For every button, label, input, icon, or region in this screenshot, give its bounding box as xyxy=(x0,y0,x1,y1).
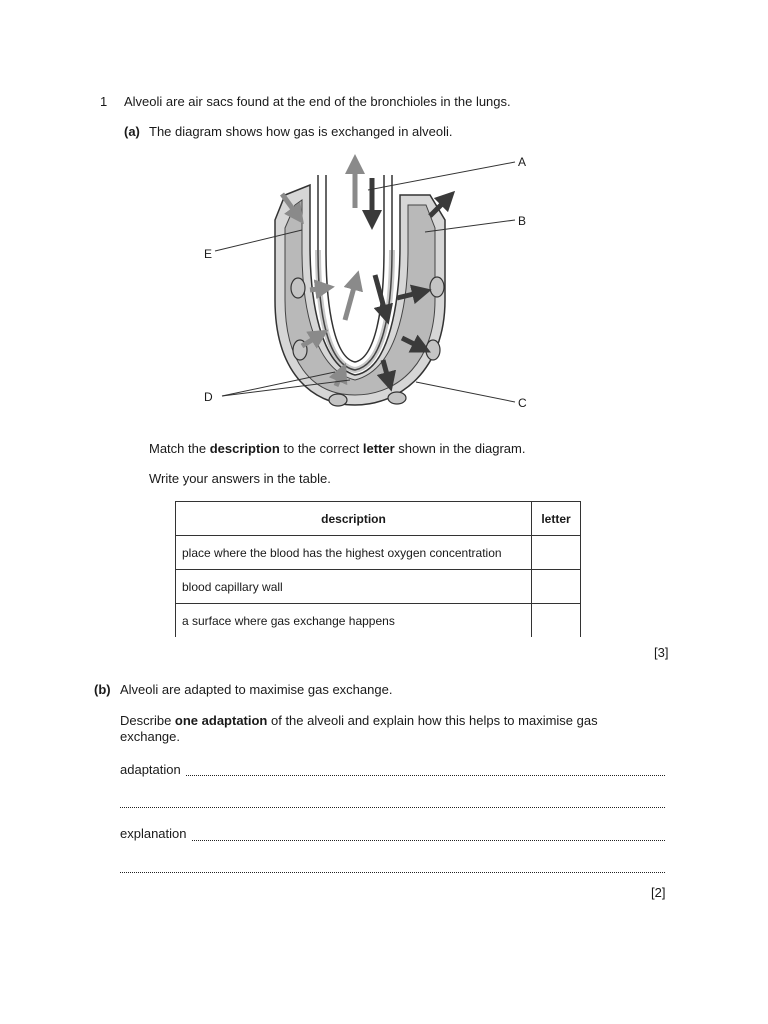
answer-table xyxy=(175,501,581,637)
explanation-answer-line[interactable] xyxy=(192,840,665,841)
label-b: B xyxy=(518,214,527,228)
header-letter: letter xyxy=(532,502,581,536)
match-instruction: Match the description to the correct letter shown in the diagram. xyxy=(149,441,526,456)
adaptation-answer-line-2[interactable] xyxy=(120,807,665,808)
part-a-marks: [3] xyxy=(654,645,669,660)
question-number: 1 xyxy=(100,94,108,109)
label-c: C xyxy=(518,396,527,410)
red-blood-cell xyxy=(426,340,440,360)
adaptation-answer-line[interactable] xyxy=(186,775,665,776)
red-blood-cell xyxy=(388,392,406,404)
part-b-marks: [2] xyxy=(651,885,666,900)
label-d: D xyxy=(204,390,213,404)
label-a: A xyxy=(518,155,527,169)
table-row xyxy=(176,536,581,570)
explanation-label: explanation xyxy=(120,826,187,841)
part-a-label: (a) xyxy=(124,124,140,139)
table-row xyxy=(176,570,581,604)
adaptation-label: adaptation xyxy=(120,762,181,777)
letter-answer-cell[interactable] xyxy=(532,570,581,604)
describe-instruction: Describe one adaptation of the alveoli and explain how this helps to maximise gas exchange. xyxy=(120,713,598,744)
row-description: a surface where gas exchange happens xyxy=(176,604,532,638)
write-instruction: Write your answers in the table. xyxy=(149,471,331,486)
red-blood-cell xyxy=(291,278,305,298)
red-blood-cell xyxy=(430,277,444,297)
part-b-text: Alveoli are adapted to maximise gas exchange. xyxy=(120,682,393,697)
row-description: blood capillary wall xyxy=(176,570,532,604)
table-header-row xyxy=(176,502,581,536)
part-b-label: (b) xyxy=(94,682,111,697)
letter-answer-cell[interactable] xyxy=(532,536,581,570)
part-a-text: The diagram shows how gas is exchanged in alveoli. xyxy=(149,124,453,139)
label-e: E xyxy=(204,247,213,261)
header-description: description xyxy=(176,502,532,536)
row-description: place where the blood has the highest oxygen concentration xyxy=(176,536,532,570)
alveolus-diagram xyxy=(190,150,550,420)
red-blood-cell xyxy=(329,394,347,406)
letter-answer-cell[interactable] xyxy=(532,604,581,638)
question-intro: Alveoli are air sacs found at the end of the bronchioles in the lungs. xyxy=(124,94,511,109)
table-row xyxy=(176,604,581,638)
explanation-answer-line-2[interactable] xyxy=(120,872,665,873)
